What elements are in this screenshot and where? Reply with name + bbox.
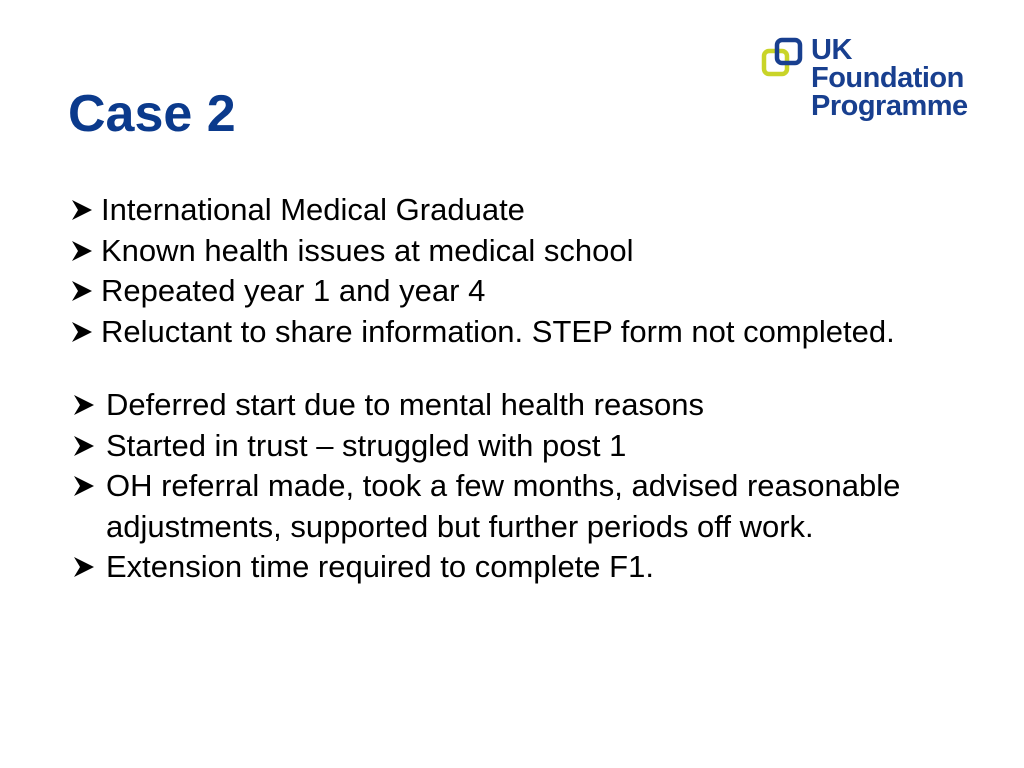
slide-title: Case 2 (68, 85, 236, 143)
arrowhead-bullet-icon (70, 198, 94, 222)
bullet-text: adjustments, supported but further periods off work. (106, 508, 814, 544)
list-item (70, 466, 900, 507)
bullet-list-progress (70, 385, 900, 588)
arrowhead-bullet-icon (72, 393, 96, 417)
arrowhead-bullet-icon (72, 474, 96, 498)
arrowhead-bullet-icon (70, 279, 94, 303)
bullet-text: Started in trust – struggled with post 1 (106, 427, 627, 463)
list-item (70, 271, 895, 312)
uk-foundation-programme-logo (760, 36, 1010, 128)
bullet-text: Extension time required to complete F1. (106, 549, 654, 584)
bullet-text: Deferred start due to mental health reasons (106, 387, 704, 422)
logo-line-programme: Programme (811, 90, 968, 122)
arrowhead-bullet-icon (72, 434, 96, 458)
list-item (70, 312, 895, 353)
list-item (70, 426, 900, 467)
list-item (70, 385, 900, 426)
bullet-text: OH referral made, took a few months, advised reasonable (106, 468, 901, 503)
list-item (70, 231, 895, 272)
logo-squares-icon (760, 36, 812, 88)
bullet-text: Reluctant to share information. STEP form not completed. (101, 313, 895, 349)
arrowhead-bullet-icon (72, 555, 96, 579)
logo-line-foundation: Foundation (811, 62, 964, 94)
bullet-text: Repeated year 1 and year 4 (101, 273, 486, 308)
list-item (70, 190, 895, 231)
arrowhead-bullet-icon (70, 320, 94, 344)
logo-wordmark (811, 36, 968, 120)
arrowhead-bullet-icon (70, 239, 94, 263)
list-item (70, 547, 900, 588)
bullet-text: Known health issues at medical school (101, 232, 634, 268)
bullet-list-background (70, 190, 895, 352)
list-item-continuation (70, 507, 900, 548)
logo-line-uk: UK (811, 34, 852, 66)
bullet-text: International Medical Graduate (101, 192, 525, 227)
